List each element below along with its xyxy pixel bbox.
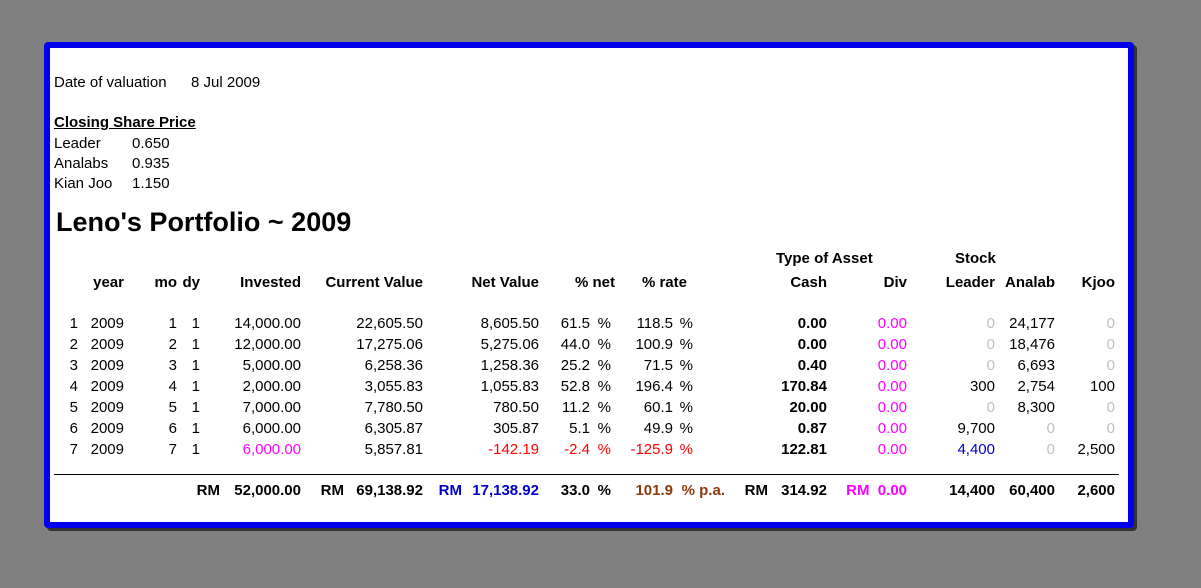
cell-current: 5,857.81 — [364, 441, 423, 458]
header-year: year — [93, 274, 124, 291]
cell-pct-rate: -125.9 — [630, 441, 673, 458]
cell-current: 22,605.50 — [356, 315, 423, 332]
total-pct-rate: 101.9 — [635, 482, 673, 499]
total-rm-net: RM — [438, 482, 462, 499]
cell-leader: 9,700 — [957, 420, 995, 437]
cell-div: 0.00 — [877, 315, 907, 332]
total-rm-current: RM — [320, 482, 344, 499]
cell-invested: 5,000.00 — [242, 357, 301, 374]
cell-dy: 1 — [191, 336, 200, 353]
cell-year: 2009 — [90, 357, 124, 374]
cell-year: 2009 — [90, 315, 124, 332]
header-current: Current Value — [325, 274, 423, 291]
price-name-analabs: Analabs — [54, 155, 109, 172]
cell-dy: 1 — [191, 315, 200, 332]
cell-dy: 1 — [191, 378, 200, 395]
total-kjoo: 2,600 — [1077, 482, 1115, 499]
valuation-label: Date of valuation — [54, 74, 167, 91]
cell-kjoo: 0 — [1106, 315, 1115, 332]
cell-pct-net: -2.4 — [564, 441, 590, 458]
header-pct-rate: % rate — [641, 274, 687, 291]
cell-invested: 2,000.00 — [242, 378, 301, 395]
cell-n: 7 — [69, 441, 78, 458]
cell-analab: 0 — [1046, 441, 1055, 458]
cell-pct-net: 61.5 — [560, 315, 590, 332]
header-leader: Leader — [945, 274, 995, 291]
cell-mo: 3 — [168, 357, 177, 374]
cell-pn-unit: % — [597, 336, 611, 353]
cell-invested: 12,000.00 — [234, 336, 301, 353]
cell-invested: 14,000.00 — [234, 315, 301, 332]
cell-div: 0.00 — [877, 378, 907, 395]
total-current: 69,138.92 — [356, 482, 423, 499]
cell-pn-unit: % — [597, 357, 611, 374]
cell-mo: 4 — [168, 378, 177, 395]
portfolio-sheet — [44, 42, 1134, 528]
cell-pr-unit: % — [679, 378, 693, 395]
cell-net: 1,258.36 — [480, 357, 539, 374]
header-net: Net Value — [471, 274, 539, 291]
cell-n: 3 — [69, 357, 78, 374]
cell-cash: 170.84 — [781, 378, 827, 395]
cell-pct-rate: 196.4 — [635, 378, 673, 395]
cell-year: 2009 — [90, 336, 124, 353]
cell-analab: 24,177 — [1009, 315, 1055, 332]
header-cash: Cash — [790, 274, 827, 291]
total-invested: 52,000.00 — [234, 482, 301, 499]
cell-pct-rate: 49.9 — [643, 420, 673, 437]
cell-pct-net: 11.2 — [561, 399, 590, 416]
cell-invested: 7,000.00 — [242, 399, 301, 416]
cell-year: 2009 — [90, 399, 124, 416]
cell-kjoo: 0 — [1106, 357, 1115, 374]
cell-pr-unit: % — [679, 420, 693, 437]
group-type-of-asset: Type of Asset — [776, 250, 873, 267]
cell-pct-net: 25.2 — [560, 357, 590, 374]
cell-dy: 1 — [191, 399, 200, 416]
total-net: 17,138.92 — [472, 482, 539, 499]
total-pct-net-unit: % — [597, 482, 611, 499]
cell-current: 3,055.83 — [364, 378, 423, 395]
header-dy: dy — [182, 274, 200, 291]
cell-analab: 8,300 — [1017, 399, 1055, 416]
cell-div: 0.00 — [877, 336, 907, 353]
price-name-kianjoo: Kian Joo — [54, 175, 113, 192]
cell-invested: 6,000.00 — [242, 441, 301, 458]
cell-n: 6 — [69, 420, 78, 437]
cell-mo: 6 — [168, 420, 177, 437]
header-mo: mo — [154, 274, 177, 291]
header-div: Div — [883, 274, 907, 291]
cell-dy: 1 — [191, 357, 200, 374]
cell-pct-rate: 118.5 — [636, 315, 673, 332]
totals-divider — [54, 474, 1119, 475]
cell-pct-net: 52.8 — [560, 378, 590, 395]
header-kjoo: Kjoo — [1081, 274, 1115, 291]
cell-pct-rate: 100.9 — [635, 336, 673, 353]
cell-leader: 4,400 — [957, 441, 995, 458]
cell-analab: 2,754 — [1017, 378, 1055, 395]
cell-div: 0.00 — [877, 399, 907, 416]
portfolio-title: Leno's Portfolio ~ 2009 — [56, 207, 352, 237]
cell-net: -142.19 — [488, 441, 539, 458]
total-rm-cash: RM — [744, 482, 768, 499]
cell-pct-rate: 71.5 — [643, 357, 673, 374]
price-value-kianjoo: 1.150 — [132, 175, 170, 192]
cell-year: 2009 — [90, 441, 124, 458]
cell-cash: 0.87 — [797, 420, 827, 437]
cell-analab: 0 — [1046, 420, 1055, 437]
cell-pct-net: 5.1 — [569, 420, 590, 437]
total-div: RM 0.00 — [846, 482, 907, 499]
cell-current: 6,258.36 — [364, 357, 423, 374]
cell-leader: 0 — [986, 315, 995, 332]
valuation-date: 8 Jul 2009 — [191, 74, 261, 91]
total-analab: 60,400 — [1009, 482, 1055, 499]
cell-net: 305.87 — [493, 420, 539, 437]
cell-pn-unit: % — [597, 378, 611, 395]
total-rm-invested: RM — [196, 482, 220, 499]
cell-invested: 6,000.00 — [242, 420, 301, 437]
cell-year: 2009 — [90, 378, 124, 395]
cell-pr-unit: % — [679, 336, 693, 353]
cell-cash: 0.40 — [797, 357, 827, 374]
cell-div: 0.00 — [877, 420, 907, 437]
cell-mo: 2 — [168, 336, 177, 353]
cell-leader: 300 — [969, 378, 995, 395]
cell-cash: 0.00 — [797, 315, 827, 332]
cell-current: 6,305.87 — [364, 420, 423, 437]
cell-net: 8,605.50 — [480, 315, 539, 332]
total-pct-net: 33.0 — [560, 482, 590, 499]
cell-kjoo: 0 — [1106, 336, 1115, 353]
cell-mo: 1 — [168, 315, 177, 332]
cell-mo: 7 — [168, 441, 177, 458]
cell-net: 1,055.83 — [480, 378, 539, 395]
header-analab: Analab — [1004, 274, 1055, 291]
cell-pct-rate: 60.1 — [643, 399, 673, 416]
cell-analab: 18,476 — [1009, 336, 1055, 353]
cell-mo: 5 — [168, 399, 177, 416]
total-leader: 14,400 — [949, 482, 995, 499]
closing-price-heading: Closing Share Price — [54, 114, 196, 131]
cell-year: 2009 — [90, 420, 124, 437]
cell-div: 0.00 — [877, 441, 907, 458]
cell-leader: 0 — [986, 357, 995, 374]
group-stock: Stock — [955, 250, 996, 267]
cell-n: 1 — [69, 315, 78, 332]
cell-net: 5,275.06 — [480, 336, 539, 353]
total-cash: 314.92 — [781, 482, 827, 499]
cell-pr-unit: % — [679, 399, 693, 416]
price-name-leader: Leader — [54, 135, 101, 152]
cell-kjoo: 2,500 — [1077, 441, 1115, 458]
cell-pr-unit: % — [679, 315, 693, 332]
cell-dy: 1 — [191, 441, 200, 458]
cell-n: 4 — [69, 378, 78, 395]
cell-pn-unit: % — [597, 315, 611, 332]
cell-dy: 1 — [191, 420, 200, 437]
header-pct-net: % net — [574, 274, 615, 291]
cell-current: 17,275.06 — [356, 336, 423, 353]
cell-pn-unit: % — [597, 441, 611, 458]
header-invested: Invested — [240, 274, 301, 291]
cell-cash: 20.00 — [789, 399, 827, 416]
total-pct-rate-unit: % p.a. — [681, 482, 725, 499]
cell-current: 7,780.50 — [364, 399, 423, 416]
cell-pn-unit: % — [597, 420, 611, 437]
cell-pct-net: 44.0 — [560, 336, 590, 353]
cell-cash: 0.00 — [797, 336, 827, 353]
cell-cash: 122.81 — [781, 441, 827, 458]
cell-pr-unit: % — [679, 357, 693, 374]
cell-pr-unit: % — [679, 441, 693, 458]
cell-pn-unit: % — [597, 399, 611, 416]
cell-div: 0.00 — [877, 357, 907, 374]
price-value-analabs: 0.935 — [132, 155, 170, 172]
cell-n: 2 — [69, 336, 78, 353]
price-value-leader: 0.650 — [132, 135, 170, 152]
cell-leader: 0 — [986, 336, 995, 353]
cell-kjoo: 0 — [1106, 399, 1115, 416]
cell-kjoo: 100 — [1089, 378, 1115, 395]
cell-leader: 0 — [986, 399, 995, 416]
cell-analab: 6,693 — [1017, 357, 1055, 374]
cell-kjoo: 0 — [1106, 420, 1115, 437]
cell-net: 780.50 — [493, 399, 539, 416]
cell-n: 5 — [69, 399, 78, 416]
